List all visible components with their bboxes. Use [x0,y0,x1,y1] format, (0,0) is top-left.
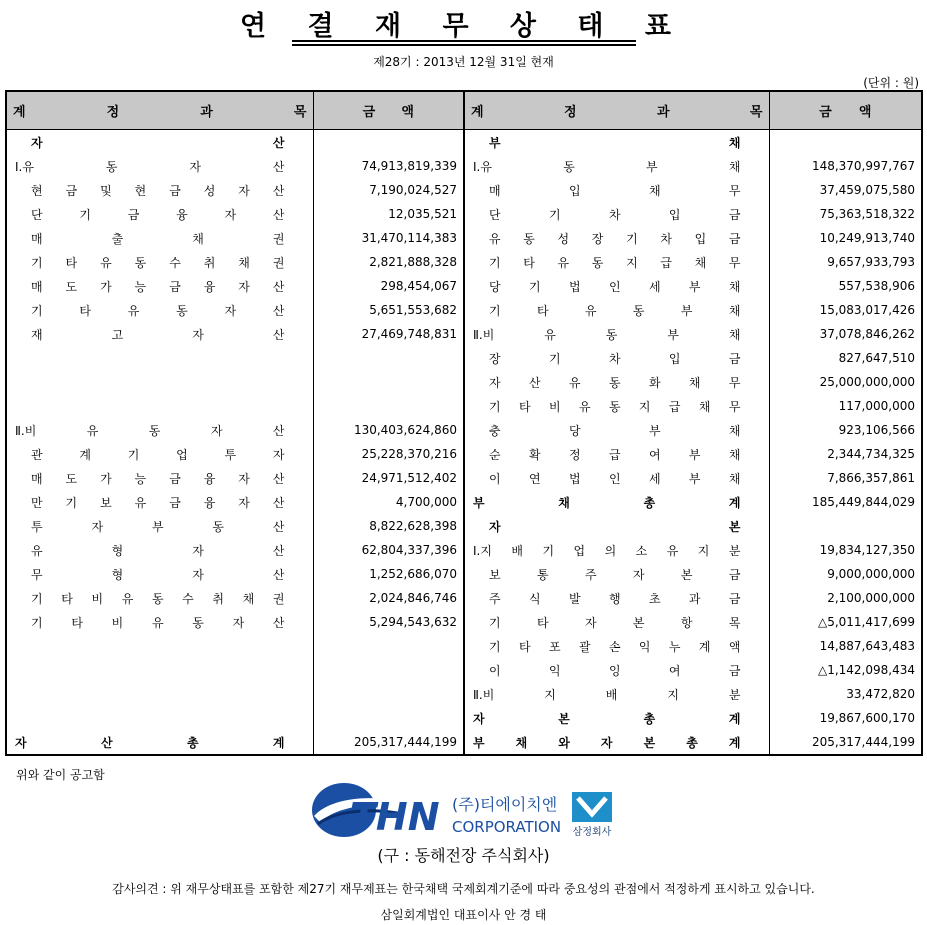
table-row [6,586,922,610]
audit-opinion: 감사의견 : 위 재무상태표를 포함한 제27기 재무제표는 한국채택 국제회계기준에 따라 중요성의 관점에서 적정하게 표시하고 있습니다. [112,882,815,896]
right-account-cell [464,610,769,634]
right-account-label: 기 타 유 동 부 채 [489,303,741,318]
unit-label: (단위 : 원) [863,76,919,90]
table-row [6,610,922,634]
table-row [6,322,922,346]
left-account-cell [6,178,313,202]
left-account-cell [6,322,313,346]
table-row [6,226,922,250]
right-amount-cell: 923,106,566 [838,423,915,437]
left-account-cell [6,346,313,370]
right-account-cell [464,514,769,538]
right-account-cell [464,682,769,706]
left-account-label: 기 타 유 동 자 산 [31,303,285,318]
table-body [6,130,922,756]
left-account-label: 무 형 자 산 [31,567,285,582]
svg-text:삼정회사: 삼정회사 [572,827,612,838]
left-amount-cell: 2,821,888,328 [313,250,464,274]
right-account-cell [464,322,769,346]
right-account-cell [464,586,769,610]
left-account-label: 재 고 자 산 [31,327,285,342]
left-amount-cell [313,658,464,682]
right-account-cell [464,250,769,274]
left-account-cell [6,730,313,755]
title-underline-double [292,44,636,46]
right-account-cell [464,634,769,658]
right-amount-cell [769,514,922,538]
right-account-label: 부 채 와 자 본 총 계 [473,735,741,750]
left-account-label: 매 도 가 능 금 융 자 산 [31,471,285,486]
right-account-cell [464,394,769,418]
table-row [6,730,922,755]
table-row [6,370,922,394]
right-account-cell [464,418,769,442]
table-row [6,250,922,274]
left-account-cell [6,202,313,226]
right-account-cell [464,226,769,250]
right-account-label: 주 식 발 행 초 과 금 [489,591,741,606]
right-amount-cell: 10,249,913,740 [819,231,915,245]
left-account-cell [6,442,313,466]
right-amount-cell: 557,538,906 [838,279,915,293]
left-amount-cell [313,682,464,706]
left-amount-cell: 12,035,521 [313,202,464,226]
right-amount-cell: 185,449,844,029 [811,495,915,509]
right-account-label: 순 확 정 급 여 부 채 [489,447,741,462]
right-account-label: 이 연 법 인 세 부 채 [489,471,741,486]
right-account-cell [464,202,769,226]
right-account-label: 단 기 차 입 금 [489,207,741,222]
right-amount-cell: 14,887,643,483 [819,639,915,653]
thn-logo-mark [310,780,620,840]
left-account-label: 자 산 총 계 [15,735,285,750]
left-account-label: 기 타 유 동 수 취 채 권 [31,255,285,270]
left-account-label: 매 도 가 능 금 융 자 산 [31,279,285,294]
left-account-label: 관 계 기 업 투 자 [31,447,285,462]
left-account-label: Ⅱ.비 유 동 자 산 [15,423,285,438]
right-amount-cell: 827,647,510 [838,351,915,365]
left-amount-cell: 25,228,370,216 [313,442,464,466]
left-account-cell [6,538,313,562]
period-subtitle: 제28기 : 2013년 12월 31일 현재 [373,55,554,69]
table-row [6,178,922,202]
left-account-cell [6,370,313,394]
notice-text: 위와 같이 공고함 [16,768,105,782]
left-account-cell [6,394,313,418]
table-row [6,514,922,538]
left-amount-cell: 24,971,512,402 [313,466,464,490]
left-amount-cell: 74,913,819,339 [313,154,464,178]
left-amount-cell: 298,454,067 [313,274,464,298]
header-amount-char2: 액 [858,105,872,120]
left-account-label: 매 출 채 권 [31,231,285,246]
table-row [6,202,922,226]
header-account-right-label: 계 정 과 목 [471,105,763,120]
table-row [6,394,922,418]
table-row [6,538,922,562]
table-row [6,466,922,490]
right-amount-cell: 2,344,734,325 [827,447,915,461]
left-amount-cell: 5,294,543,632 [313,610,464,634]
left-amount-cell [313,634,464,658]
right-amount-cell: 9,000,000,000 [827,567,915,581]
svg-text:CORPORATION: CORPORATION [452,818,562,836]
left-amount-cell: 7,190,024,527 [313,178,464,202]
left-amount-cell: 62,804,337,396 [313,538,464,562]
left-account-cell [6,562,313,586]
right-account-cell [464,490,769,514]
left-account-cell [6,154,313,178]
header-account-right [464,91,769,130]
right-account-label: Ⅰ.유 동 부 채 [473,159,741,174]
table-row [6,418,922,442]
left-account-cell [6,466,313,490]
right-amount-cell: 33,472,820 [846,687,915,701]
left-amount-cell: 31,470,114,383 [313,226,464,250]
left-account-label: 기 타 비 유 동 수 취 채 권 [31,591,285,606]
right-account-label: 기 타 포 괄 손 익 누 계 액 [489,639,741,654]
left-amount-cell [313,394,464,418]
svg-text:THN: THN [350,795,440,839]
left-amount-cell [313,346,464,370]
header-amount-right [769,91,922,130]
right-account-label: 기 타 유 동 지 급 채 무 [489,255,741,270]
left-account-cell [6,682,313,706]
table-row [6,442,922,466]
right-account-label: Ⅰ.지 배 기 업 의 소 유 지 분 [473,543,741,558]
table-row [6,490,922,514]
right-account-cell [464,442,769,466]
table-header-row [6,91,922,130]
right-amount-cell: 2,100,000,000 [827,591,915,605]
right-account-label: 당 기 법 인 세 부 채 [489,279,741,294]
left-account-cell [6,226,313,250]
right-account-label: 자 산 유 동 화 채 무 [489,375,741,390]
right-account-label: Ⅱ.비 유 동 부 채 [473,327,741,342]
right-amount-cell: 25,000,000,000 [819,375,915,389]
right-amount-cell: 19,834,127,350 [819,543,915,557]
header-amount-left [313,91,464,130]
right-account-cell [464,658,769,682]
left-amount-cell: 130,403,624,860 [313,418,464,442]
header-amount-char1: 금 [362,105,376,120]
right-amount-cell: △1,142,098,434 [817,663,915,677]
company-logo [310,780,620,840]
table-row [6,130,922,155]
right-amount-cell: 9,657,933,793 [827,255,915,269]
right-account-cell [464,178,769,202]
right-account-label: 장 기 차 입 금 [489,351,741,366]
left-account-cell [6,706,313,730]
table-row [6,634,922,658]
right-amount-cell: 75,363,518,322 [819,207,915,221]
table-row [6,682,922,706]
balance-sheet-table [5,90,923,756]
right-account-label: 이 익 잉 여 금 [489,663,741,678]
table-row [6,274,922,298]
left-account-cell [6,130,313,155]
left-account-cell [6,586,313,610]
document-title: 연 결 재 무 상 태 표 [240,11,687,42]
right-amount-cell: 148,370,997,767 [811,159,915,173]
right-amount-cell [769,130,922,155]
right-account-label: 유 동 성 장 기 차 입 금 [489,231,741,246]
left-account-label: 투 자 부 동 산 [31,519,285,534]
header-amount-char1: 금 [819,105,832,120]
header-account-left-label: 계 정 과 목 [13,105,307,120]
left-account-label: 기 타 비 유 동 자 산 [31,615,285,630]
left-amount-cell: 205,317,444,199 [313,730,464,755]
right-account-label: Ⅱ.비 지 배 지 분 [473,687,741,702]
left-amount-cell [313,130,464,155]
left-account-cell [6,610,313,634]
table-row [6,154,922,178]
left-account-label: 만 기 보 유 금 융 자 산 [31,495,285,510]
right-account-label: 매 입 채 무 [489,183,741,198]
right-amount-cell: 205,317,444,199 [811,735,915,749]
title-underline [292,40,636,42]
left-account-cell [6,250,313,274]
table-row [6,346,922,370]
header-account-left [6,91,313,130]
right-amount-cell: 117,000,000 [838,399,915,413]
right-amount-cell: △5,011,417,699 [817,615,915,629]
right-account-cell [464,466,769,490]
left-account-label: 자 산 [31,135,285,150]
right-account-cell [464,130,769,155]
table-row [6,298,922,322]
right-amount-cell: 15,083,017,426 [819,303,915,317]
left-account-cell [6,514,313,538]
right-account-label: 기 타 비 유 동 지 급 채 무 [489,399,741,414]
right-account-label: 부 채 총 계 [473,495,741,510]
left-account-label: 유 형 자 산 [31,543,285,558]
left-amount-cell [313,370,464,394]
right-account-cell [464,562,769,586]
right-account-cell [464,298,769,322]
left-account-cell [6,658,313,682]
left-amount-cell: 8,822,628,398 [313,514,464,538]
table-row [6,562,922,586]
right-account-cell [464,370,769,394]
left-amount-cell: 5,651,553,682 [313,298,464,322]
left-account-cell [6,634,313,658]
svg-text:(주)티에이치엔: (주)티에이치엔 [452,795,558,814]
right-account-label: 자 본 총 계 [473,711,741,726]
left-amount-cell: 4,700,000 [313,490,464,514]
right-account-label: 부 채 [489,135,741,150]
left-amount-cell: 27,469,748,831 [313,322,464,346]
right-account-cell [464,154,769,178]
right-amount-cell: 19,867,600,170 [819,711,915,725]
right-amount-cell: 37,078,846,262 [819,327,915,341]
left-account-cell [6,418,313,442]
right-account-cell [464,538,769,562]
left-account-label: Ⅰ.유 동 자 산 [15,159,285,174]
right-amount-cell: 7,866,357,861 [827,471,915,485]
left-amount-cell [313,706,464,730]
right-account-label: 기 타 자 본 항 목 [489,615,741,630]
right-account-label: 충 당 부 채 [489,423,741,438]
table-row [6,706,922,730]
right-account-label: 자 본 [489,519,741,534]
former-name: (구 : 동해전장 주식회사) [377,846,550,865]
auditor-signature: 삼일회계법인 대표이사 안 경 태 [380,908,547,922]
header-amount-char2: 액 [401,105,414,120]
right-account-cell [464,730,769,755]
left-account-cell [6,274,313,298]
right-account-cell [464,346,769,370]
right-account-cell [464,706,769,730]
right-account-label: 보 통 주 자 본 금 [489,567,741,582]
left-amount-cell: 1,252,686,070 [313,562,464,586]
table-row [6,658,922,682]
left-account-cell [6,298,313,322]
left-amount-cell: 2,024,846,746 [313,586,464,610]
left-account-label: 단 기 금 융 자 산 [31,207,285,222]
left-account-cell [6,490,313,514]
left-account-label: 현 금 및 현 금 성 자 산 [31,183,285,198]
right-account-cell [464,274,769,298]
right-amount-cell: 37,459,075,580 [819,183,915,197]
